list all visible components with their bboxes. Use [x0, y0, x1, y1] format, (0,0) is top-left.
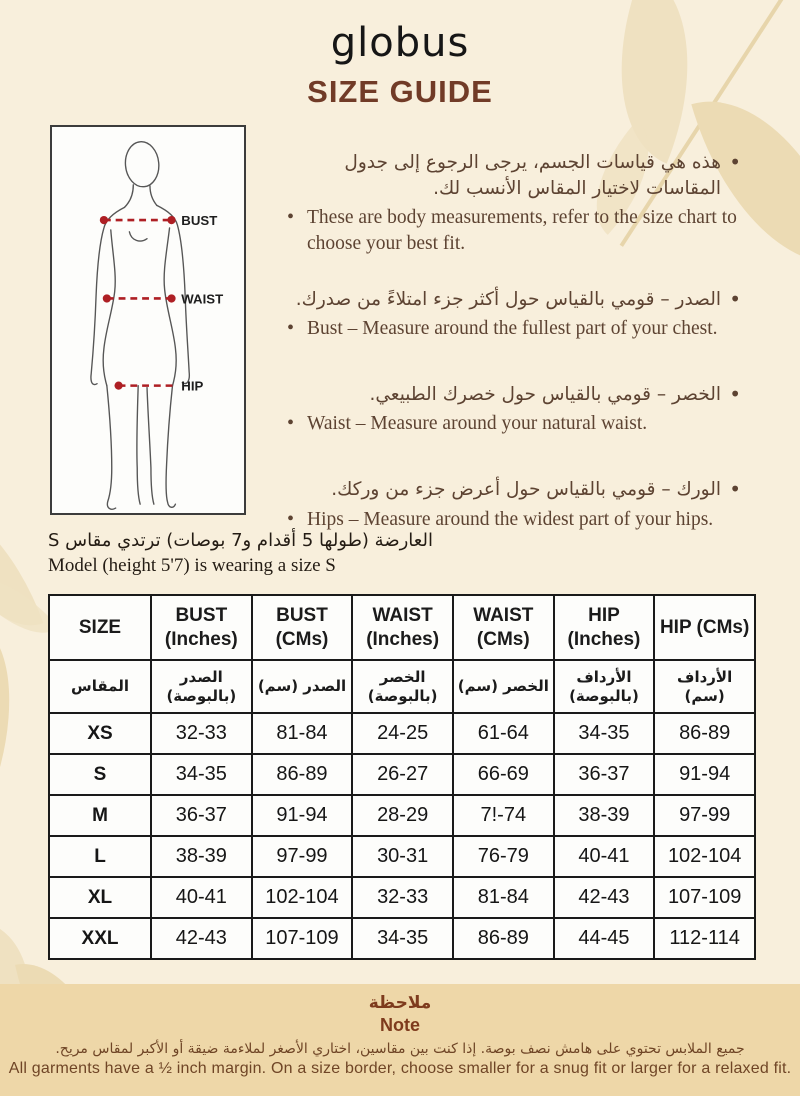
size-cell: L	[49, 836, 151, 877]
measurement-cell: 76-79	[453, 836, 554, 877]
measurement-cell: 86-89	[252, 754, 353, 795]
size-cell: M	[49, 795, 151, 836]
measurement-cell: 86-89	[453, 918, 554, 959]
model-info-ar: العارضة (طولها 5 أقدام و7 بوصات) ترتدي مقاس S	[48, 530, 433, 551]
column-header-en: BUST (Inches)	[151, 595, 252, 660]
instruction-en: • These are body measurements, refer to the size chart to choose your best fit.	[283, 205, 745, 256]
measurement-cell: 97-99	[252, 836, 353, 877]
instruction-group-waist	[283, 382, 745, 437]
size-cell: XS	[49, 713, 151, 754]
measurement-cell: 81-84	[453, 877, 554, 918]
table-row	[49, 795, 755, 836]
hip-label: HIP	[181, 378, 204, 394]
measurement-cell: 40-41	[554, 836, 655, 877]
table-header-row-en	[49, 595, 755, 660]
measurement-cell: 107-109	[654, 877, 755, 918]
measurement-cell: 34-35	[352, 918, 453, 959]
measurement-cell: 86-89	[654, 713, 755, 754]
measurement-cell: 32-33	[151, 713, 252, 754]
note-section	[0, 984, 800, 1096]
measurement-cell: 24-25	[352, 713, 453, 754]
measurement-cell: 32-33	[352, 877, 453, 918]
mannequin-sketch	[91, 140, 189, 509]
instruction-group-general	[283, 150, 745, 257]
model-info	[48, 528, 433, 579]
note-body-en: All garments have a ½ inch margin. On a size border, choose smaller for a snug fit or larger for a relaxed fit.	[8, 1060, 792, 1077]
bust-label: BUST	[181, 212, 218, 228]
column-header-ar: الأرداف (بالبوصة)	[554, 660, 655, 713]
measurement-cell: 91-94	[252, 795, 353, 836]
measurement-cell: 28-29	[352, 795, 453, 836]
body-diagram-box	[50, 125, 246, 515]
body-diagram	[52, 127, 244, 513]
waist-label: WAIST	[181, 291, 224, 307]
column-header-ar: الخصر (سم)	[453, 660, 554, 713]
measurement-lines	[104, 220, 176, 386]
measurement-cell: 30-31	[352, 836, 453, 877]
size-cell: XXL	[49, 918, 151, 959]
instruction-ar: • الورك – قومي بالقياس حول أعرض جزء من وركك.	[283, 477, 745, 503]
table-row	[49, 754, 755, 795]
instruction-group-bust	[283, 287, 745, 342]
table-header-row-ar	[49, 660, 755, 713]
column-header-en: WAIST (CMs)	[453, 595, 554, 660]
size-cell: S	[49, 754, 151, 795]
note-title-en: Note	[380, 1015, 420, 1035]
instruction-ar: • الصدر – قومي بالقياس حول أكثر جزء امتلاءً من صدرك.	[283, 287, 745, 313]
table-row	[49, 877, 755, 918]
measurement-cell: 36-37	[151, 795, 252, 836]
measurement-dots	[100, 216, 176, 390]
size-chart-table	[48, 594, 756, 960]
column-header-ar: الخصر (بالبوصة)	[352, 660, 453, 713]
measurement-cell: 34-35	[554, 713, 655, 754]
measurement-cell: 34-35	[151, 754, 252, 795]
leaf-shape	[0, 624, 34, 767]
column-header-en: WAIST (Inches)	[352, 595, 453, 660]
column-header-en: SIZE	[49, 595, 151, 660]
table-body	[49, 713, 755, 959]
column-header-ar: الصدر (سم)	[252, 660, 353, 713]
measurement-cell: 7!-74	[453, 795, 554, 836]
measurement-cell: 81-84	[252, 713, 353, 754]
measurement-cell: 40-41	[151, 877, 252, 918]
instruction-en: • Bust – Measure around the fullest part of your chest.	[283, 316, 745, 342]
measurement-cell: 36-37	[554, 754, 655, 795]
table-row	[49, 713, 755, 754]
model-info-en: Model (height 5'7) is wearing a size S	[48, 555, 336, 577]
instruction-en: • Hips – Measure around the widest part of your hips.	[283, 507, 745, 533]
measurement-cell: 61-64	[453, 713, 554, 754]
measurement-cell: 26-27	[352, 754, 453, 795]
column-header-en: BUST (CMs)	[252, 595, 353, 660]
note-title-ar: ملاحظة	[368, 993, 432, 1013]
brand-logo: globus	[330, 20, 470, 66]
column-header-en: HIP (Inches)	[554, 595, 655, 660]
measurement-cell: 112-114	[654, 918, 755, 959]
measurement-cell: 42-43	[554, 877, 655, 918]
instruction-ar: • هذه هي قياسات الجسم، يرجى الرجوع إلى جدول المقاسات لاختيار المقاس الأنسب لك.	[283, 150, 745, 201]
instruction-en: • Waist – Measure around your natural waist.	[283, 411, 745, 437]
measurement-cell: 38-39	[151, 836, 252, 877]
measurement-cell: 102-104	[252, 877, 353, 918]
instruction-ar: • الخصر – قومي بالقياس حول خصرك الطبيعي.	[283, 382, 745, 408]
instruction-group-hip	[283, 477, 745, 532]
column-header-en: HIP (CMs)	[654, 595, 755, 660]
column-header-ar: الصدر (بالبوصة)	[151, 660, 252, 713]
table-row	[49, 836, 755, 877]
measurement-cell: 66-69	[453, 754, 554, 795]
measurement-cell: 44-45	[554, 918, 655, 959]
column-header-ar: الأرداف (سم)	[654, 660, 755, 713]
note-body-ar: جميع الملابس تحتوي على هامش نصف بوصة. إذا كنت بين مقاسين، اختاري الأصغر لملاءمة ضيقة أو الأكبر لمقاس مريح.	[55, 1041, 745, 1057]
measurement-cell: 42-43	[151, 918, 252, 959]
column-header-ar: المقاس	[49, 660, 151, 713]
table-row	[49, 918, 755, 959]
measurement-cell: 91-94	[654, 754, 755, 795]
measurement-cell: 107-109	[252, 918, 353, 959]
measurement-cell: 38-39	[554, 795, 655, 836]
size-cell: XL	[49, 877, 151, 918]
measurement-cell: 102-104	[654, 836, 755, 877]
instructions-list	[283, 150, 745, 562]
page-title: SIZE GUIDE	[307, 74, 493, 109]
measurement-cell: 97-99	[654, 795, 755, 836]
